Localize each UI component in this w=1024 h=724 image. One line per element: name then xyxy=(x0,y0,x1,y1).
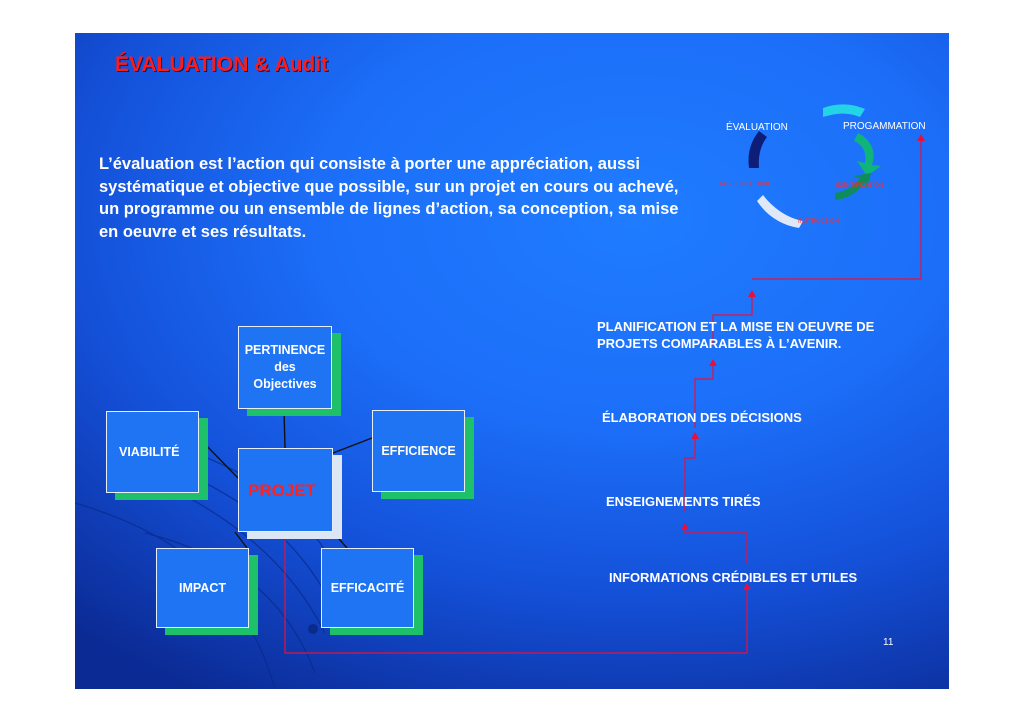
viabilite-label: VIABILITÉ xyxy=(119,445,180,459)
slide xyxy=(75,33,949,689)
pertinence-line-3: Objectives xyxy=(253,377,317,391)
box-viabilite xyxy=(106,411,199,493)
efficacite-label: EFFICACITÉ xyxy=(330,581,405,595)
box-impact xyxy=(156,548,249,628)
pertinence-line-1: PERTINENCE xyxy=(244,343,326,357)
cycle-label-identification: IDENTIFICATION xyxy=(836,183,884,189)
step-enseignements: ENSEIGNEMENTS TIRÉS xyxy=(606,494,761,509)
box-efficacite xyxy=(321,548,414,628)
cycle-label-programmation: PROGAMMATION xyxy=(843,121,926,132)
box-pertinence xyxy=(238,326,332,409)
pertinence-line-2: des xyxy=(274,360,296,374)
cycle-label-mise-en-oeuvre: MISE EN OEUVRE xyxy=(720,182,772,188)
cycle-label-instruction: INSTRUCTION xyxy=(798,219,839,225)
step-informations: INFORMATIONS CRÉDIBLES ET UTILES xyxy=(609,570,858,585)
intro-paragraph: L’évaluation est l’action qui consiste à porter une appréciation, aussi systématique et objective que possible, sur un projet en cours ou achevé, un programme ou un ensemble de lignes d’action, sa conception, sa mise en oeuvre et ses résultats. xyxy=(99,155,679,241)
impact-label: IMPACT xyxy=(179,581,226,595)
box-projet xyxy=(238,448,333,532)
projet-label: PROJET xyxy=(248,481,317,500)
efficience-label: EFFICIENCE xyxy=(381,444,456,458)
step-planification: PLANIFICATION ET LA MISE EN OEUVRE DE PROJETS COMPARABLES À L’AVENIR. xyxy=(597,319,875,351)
cycle-label-evaluation: ÉVALUATION xyxy=(726,122,788,133)
box-efficience xyxy=(372,410,465,492)
slide-title: ÉVALUATION & Audit xyxy=(115,53,329,76)
step-decisions: ÉLABORATION DES DÉCISIONS xyxy=(602,410,802,425)
decor-dot xyxy=(308,624,318,634)
page-number: 11 xyxy=(883,637,894,648)
